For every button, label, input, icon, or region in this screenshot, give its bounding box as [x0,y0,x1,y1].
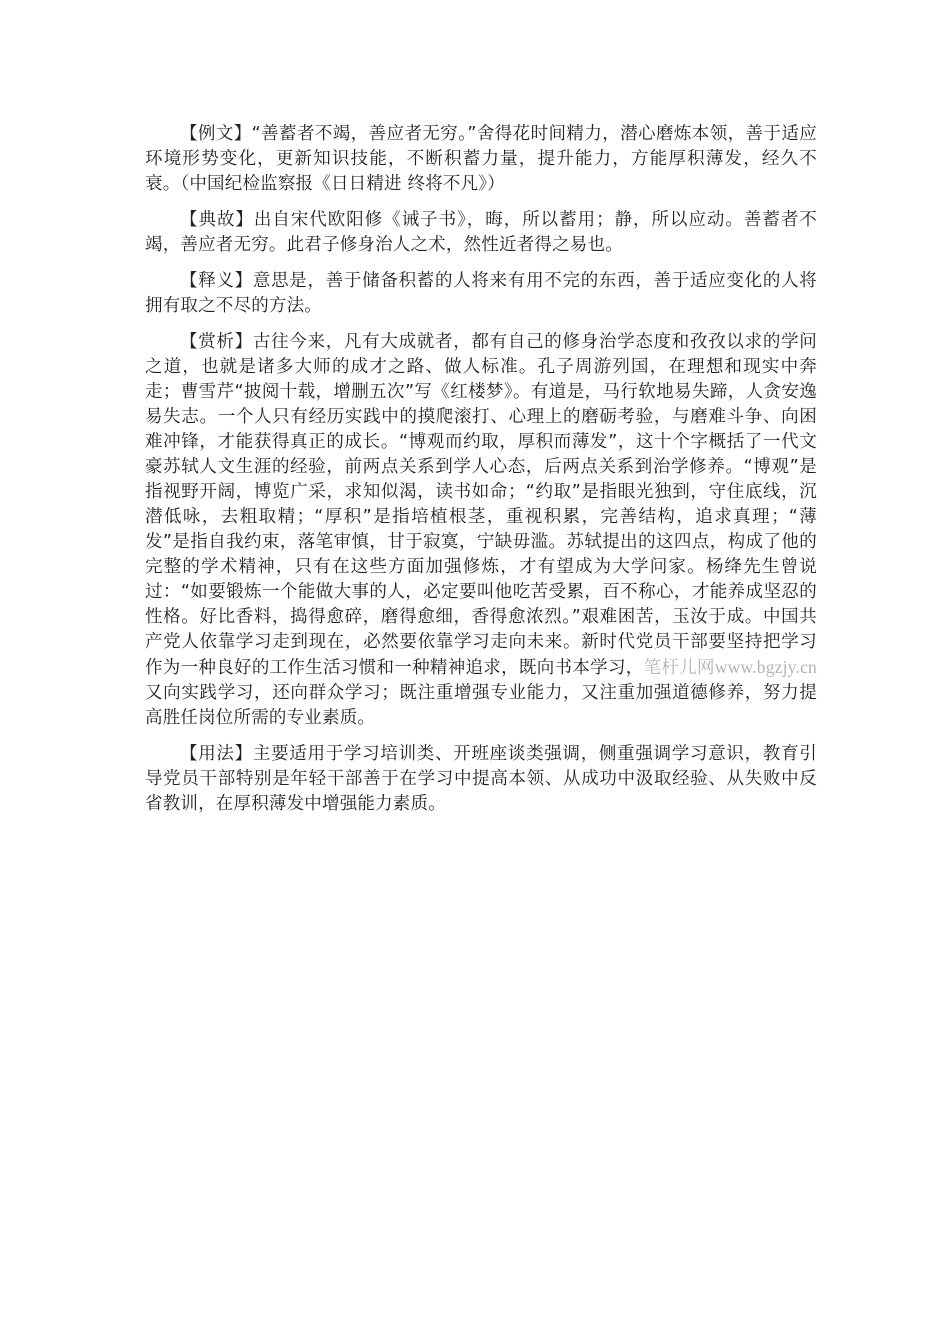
paragraph-text-allusion: 出自宋代欧阳修《诫子书》，晦，所以蓄用；静，所以应动。善蓄者不竭，善应者无穷。此君子修身治人之术，然性近者得之易也。 [145,210,817,255]
document-body [145,122,817,828]
paragraph-analysis [145,330,817,731]
section-tag-example: 【例文】 [180,124,252,144]
paragraph-usage [145,742,817,817]
section-tag-analysis: 【赏析】 [180,332,253,352]
section-tag-meaning: 【释义】 [180,271,253,291]
section-tag-allusion: 【典故】 [180,210,254,230]
paragraph-text-analysis: 古往今来，凡有大成就者，都有自己的修身治学态度和孜孜以求的学问之道，也就是诸多大师的成才之路、做人标准。孔子周游列国，在理想和现实中奔走；曹雪芹“披阅十载，增删五次”写《红楼梦》。有道是，马行软地易失蹄，人贪安逸易失志。一个人只有经历实践中的摸爬滚打、心理上的磨砺考验，与磨难斗争、向困难冲锋，才能获得真正的成长。“博观而约取，厚积而薄发”，这十个字概括了一代文豪苏轼人文生涯的经验，前两点关系到学人心态，后两点关系到治学修养。“博观”是指视野开阔，博览广采，求知似渴，读书如命；“约取”是指眼光独到，守住底线，沉潜低咏，去粗取精；“厚积”是指培植根茎，重视积累，完善结构，追求真理；“薄发”是指自我约束，落笔审慎，甘于寂寞，宁缺毋滥。苏轼提出的这四点，构成了他的完整的学术精神，只有在这些方面加强修炼，才有望成为大学问家。杨绛先生曾说过：“如要锻炼一个能做大事的人，必定要叫他吃苦受累，百不称心，才能养成坚忍的性格。好比香料，捣得愈碎，磨得愈细，香得愈浓烈。”艰难困苦，玉汝于成。中国共产党人依靠学习走到现在，必然要依靠学习走向未来。新时代党员干部要坚持把学习作为一种良好的工作生活习惯和一种精神追求，既向书本学习， [145,332,817,678]
paragraph-text-analysis-continued: 又向实践学习，还向群众学习；既注重增强专业能力，又注重加强道德修养，努力提高胜任岗位所需的专业素质。 [145,683,817,728]
paragraph-allusion [145,208,817,258]
watermark-link[interactable]: 笔杆儿网www.bgzjy.cn [643,657,817,677]
paragraph-text-usage: 主要适用于学习培训类、开班座谈类强调，侧重强调学习意识，教育引导党员干部特别是年轻干部善于在学习中提高本领、从成功中汲取经验、从失败中反省教训，在厚积薄发中增强能力素质。 [145,744,817,814]
section-tag-usage: 【用法】 [180,744,253,764]
paragraph-example [145,122,817,197]
paragraph-text-meaning: 意思是，善于储备积蓄的人将来有用不完的东西，善于适应变化的人将拥有取之不尽的方法。 [145,271,817,316]
paragraph-text-example: “善蓄者不竭，善应者无穷。”舍得花时间精力，潜心磨炼本领，善于适应环境形势变化，更新知识技能，不断积蓄力量，提升能力，方能厚积薄发，经久不衰。（中国纪检监察报《日日精进 终将不凡》） [145,124,817,194]
paragraph-meaning [145,269,817,319]
